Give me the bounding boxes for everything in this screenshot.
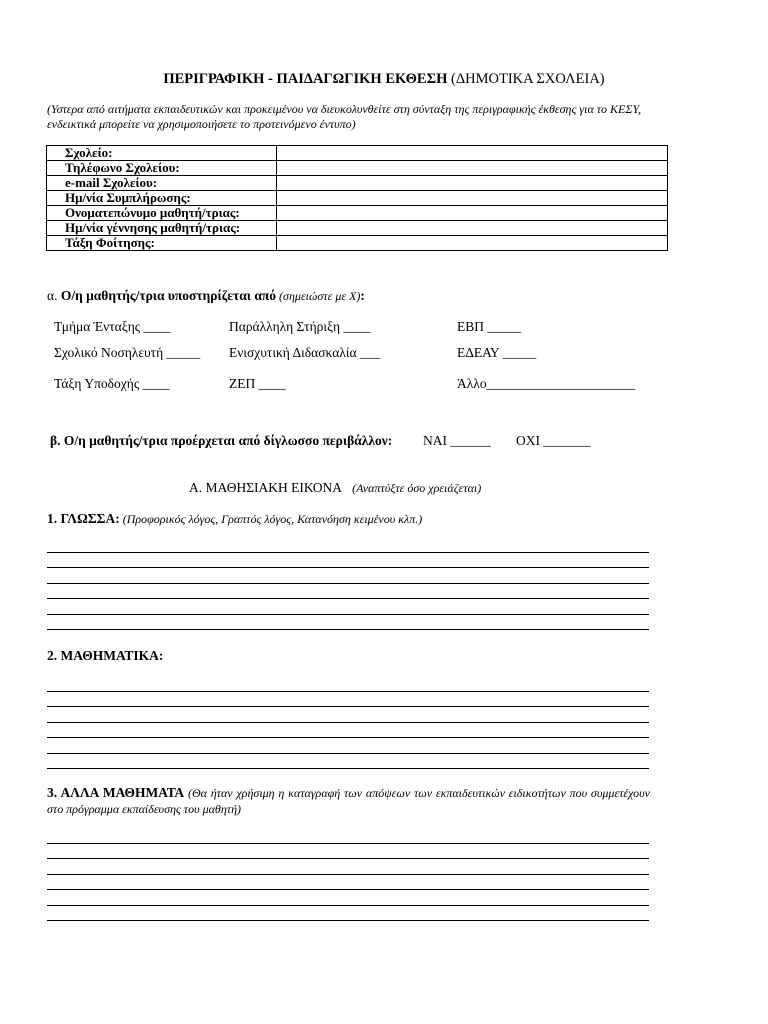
answer-line[interactable] xyxy=(47,598,649,599)
answer-line[interactable] xyxy=(47,920,649,921)
field-school-phone[interactable] xyxy=(277,161,668,176)
field-school[interactable] xyxy=(277,146,668,161)
option-other[interactable]: Άλλο______________________ xyxy=(457,376,636,391)
answer-line[interactable] xyxy=(47,583,649,584)
answer-line[interactable] xyxy=(47,614,649,615)
table-row xyxy=(47,146,668,161)
answer-line[interactable] xyxy=(47,753,649,754)
label-student-name: Ονοματεπώνυμο μαθητή/τριας: xyxy=(47,206,277,221)
learning-heading-note: (Αναπτύξτε όσο χρειάζεται) xyxy=(352,481,482,495)
option-reception-class[interactable]: Τάξη Υποδοχής ____ xyxy=(54,376,170,391)
answer-line[interactable] xyxy=(47,552,649,553)
field-completion-date[interactable] xyxy=(277,191,668,206)
section-other-label: 3. ΑΛΛΑ ΜΑΘΗΜΑΤΑ xyxy=(47,785,185,800)
title-main: ΠΕΡΙΓΡΑΦΙΚΗ - ΠΑΙΔΑΓΩΓΙΚΗ ΕΚΘΕΣΗ xyxy=(163,71,448,87)
answer-line[interactable] xyxy=(47,889,649,890)
page-title xyxy=(0,71,768,88)
answer-line[interactable] xyxy=(47,843,649,844)
question-support xyxy=(47,288,365,304)
table-row xyxy=(47,176,668,191)
label-school: Σχολείο: xyxy=(47,146,277,161)
section-math-label: 2. ΜΑΘΗΜΑΤΙΚΑ: xyxy=(47,648,164,663)
table-row xyxy=(47,161,668,176)
intro-note: (Υστερα από αιτήματα εκπαιδευτικών και προκειμένου να διευκολυνθείτε στη σύνταξη της περιγραφικής έκθεσης για το ΚΕΣΥ, ενδεικτικά μπορείτε να χρησιμοποιήσετε το προτεινόμενο έντυπο) xyxy=(47,102,642,131)
school-info-table xyxy=(46,145,668,251)
question-bilingual xyxy=(50,433,392,449)
answer-line[interactable] xyxy=(47,706,649,707)
option-yes[interactable]: ΝΑΙ ______ xyxy=(423,433,491,448)
section-language-note: (Προφορικός λόγος, Γραπτός λόγος, Κατανόηση κειμένου κλπ.) xyxy=(119,512,423,526)
learning-profile-heading xyxy=(189,480,481,496)
option-edeay[interactable]: ΕΔΕΑΥ _____ xyxy=(457,345,537,360)
title-subtitle: (ΔΗΜΟΤΙΚΑ ΣΧΟΛΕΙΑ) xyxy=(447,71,605,87)
answer-line[interactable] xyxy=(47,905,649,906)
option-remedial-teaching[interactable]: Ενισχυτική Διδασκαλία ___ xyxy=(229,345,381,360)
option-no[interactable]: ΟΧΙ _______ xyxy=(516,433,591,448)
option-parallel-support[interactable]: Παράλληλη Στήριξη ____ xyxy=(229,319,371,334)
answer-line[interactable] xyxy=(47,691,649,692)
field-class[interactable] xyxy=(277,236,668,251)
answer-line[interactable] xyxy=(47,858,649,859)
table-row xyxy=(47,236,668,251)
answer-line[interactable] xyxy=(47,722,649,723)
question-support-text: Ο/η μαθητής/τρια υποστηρίζεται από xyxy=(60,288,277,303)
option-zep[interactable]: ΖΕΠ ____ xyxy=(229,376,286,391)
field-school-email[interactable] xyxy=(277,176,668,191)
field-birth-date[interactable] xyxy=(277,221,668,236)
field-student-name[interactable] xyxy=(277,206,668,221)
answer-line[interactable] xyxy=(47,768,649,769)
table-row xyxy=(47,191,668,206)
label-completion-date: Ημ/νία Συμπλήρωσης: xyxy=(47,191,277,206)
question-support-prefix: α. xyxy=(47,288,61,303)
label-school-phone: Τηλέφωνο Σχολείου: xyxy=(47,161,277,176)
table-row xyxy=(47,221,668,236)
label-birth-date: Ημ/νία γέννησης μαθητή/τριας: xyxy=(47,221,277,236)
label-class: Τάξη Φοίτησης: xyxy=(47,236,277,251)
label-school-email: e-mail Σχολείου: xyxy=(47,176,277,191)
section-math-title xyxy=(47,648,163,664)
learning-heading-main: Α. ΜΑΘΗΣΙΑΚΗ ΕΙΚΟΝΑ xyxy=(189,480,342,495)
question-support-hint: (σημειώστε με Χ) xyxy=(276,289,361,303)
option-ebp[interactable]: ΕΒΠ _____ xyxy=(457,319,522,334)
section-other-title xyxy=(47,785,650,817)
section-language-title xyxy=(47,511,422,527)
question-support-colon: : xyxy=(360,288,365,303)
section-language-label: 1. ΓΛΩΣΣΑ: xyxy=(47,511,120,526)
question-bilingual-text: β. Ο/η μαθητής/τρια προέρχεται από δίγλωσσο περιβάλλον: xyxy=(50,433,393,448)
option-integration-class[interactable]: Τμήμα Ένταξης ____ xyxy=(54,319,171,334)
table-row xyxy=(47,206,668,221)
option-school-nurse[interactable]: Σχολικό Νοσηλευτή _____ xyxy=(54,345,201,360)
answer-line[interactable] xyxy=(47,737,649,738)
answer-line[interactable] xyxy=(47,874,649,875)
answer-line[interactable] xyxy=(47,567,649,568)
section-other-note: (Θα ήταν χρήσιμη η καταγραφή των απόψεων των εκπαιδευτικών ειδικοτήτων που συμμετέχουν στο πρόγραμμα εκπαίδευσης του μαθητή) xyxy=(47,786,650,816)
answer-line[interactable] xyxy=(47,629,649,630)
